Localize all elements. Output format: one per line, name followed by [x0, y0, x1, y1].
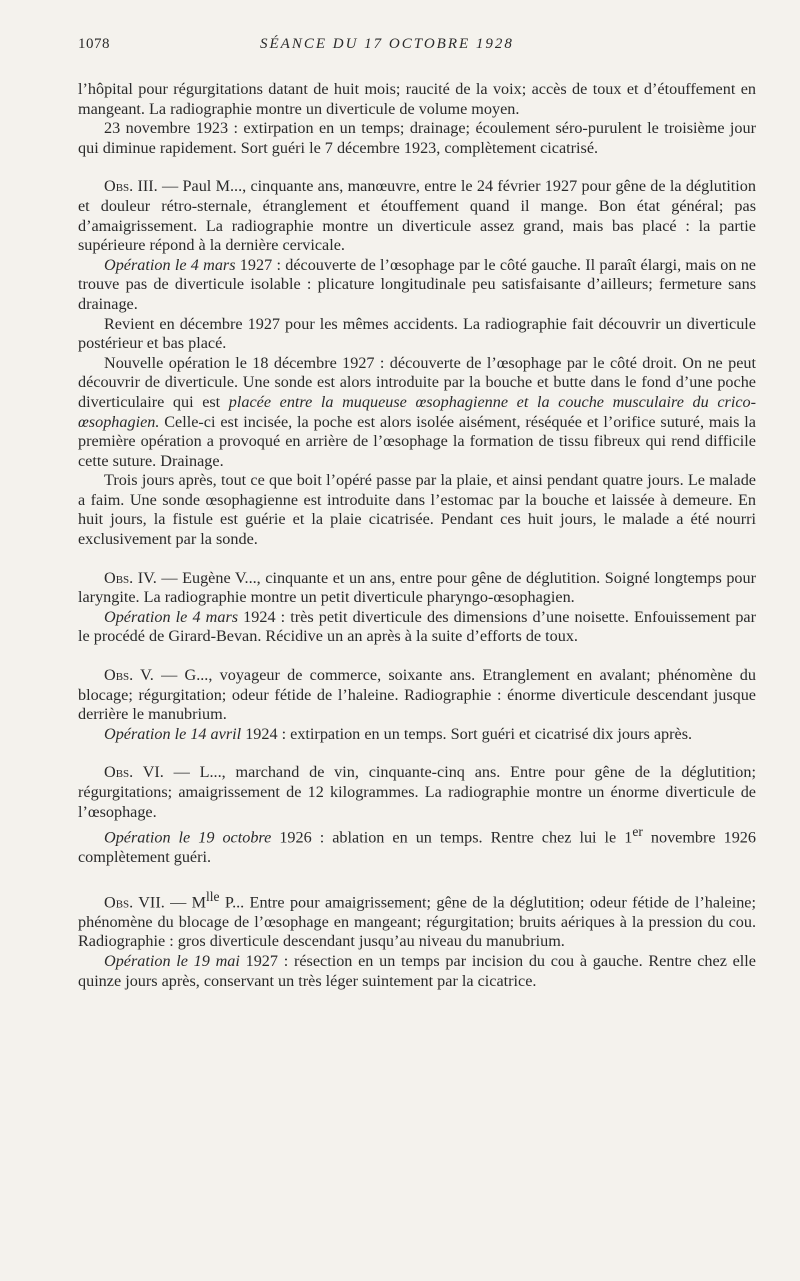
- observation-label: Obs. VII.: [104, 893, 165, 912]
- paragraph-text: 1927 : résection en un temps par incision du cou à gauche. Rentre chez elle quinze jours après, conservant un très léger suintement par la cicatrice.: [78, 951, 756, 990]
- page-number: 1078: [78, 36, 110, 52]
- operation-label: Opération le 14 avril: [104, 724, 242, 743]
- observation-text: — M: [164, 893, 207, 912]
- running-header: [78, 36, 756, 66]
- italic-text: placée entre la muqueuse œsophagienne et la couche musculaire du crico-œsophagien.: [78, 392, 756, 431]
- observation-3: [78, 177, 756, 255]
- observation-4: [78, 569, 756, 608]
- paragraph-text: Nouvelle opération le 18 décembre 1927 : découverte de l’œsophage par le côté droit. On ne peut découvrir de diverticule. Une sonde est alors introduite par la bouche et butte dans le fond d’une poche diverticulaire qui est: [78, 353, 756, 411]
- paragraph-text: 1926 : ablation en un temps. Rentre chez lui le 1: [271, 828, 633, 847]
- paragraph: [78, 608, 756, 647]
- paragraph: [78, 952, 756, 991]
- article-body: [78, 80, 756, 991]
- paragraph-text: 1927 : découverte de l’œsophage par le côté gauche. Il paraît élargi, mais on ne trouve pas de diverticule isolable : plicature longitudinale peu satisfaisante d’ailleurs; fermeture sans drainage.: [78, 255, 756, 313]
- running-title: SÉANCE DU 17 OCTOBRE 1928: [260, 36, 514, 52]
- paragraph-text: novembre 1926 complètement guéri.: [78, 828, 756, 867]
- paragraph-text: 1924 : très petit diverticule des dimensions d’une noisette. Enfouissement par le procédé de Girard-Bevan. Récidive un an après à la suite d’efforts de toux.: [78, 607, 757, 646]
- paragraph: [78, 822, 756, 868]
- paragraph: 23 novembre 1923 : extirpation en un temps; drainage; écoulement séro-purulent le troisième jour qui diminue rapidement. Sort guéri le 7 décembre 1923, complètement cicatrisé.: [78, 119, 756, 157]
- paragraph: [78, 725, 756, 745]
- paragraph: Revient en décembre 1927 pour les mêmes accidents. La radiographie fait découvrir un diverticule postérieur et bas placé.: [78, 314, 756, 353]
- observation-label: Obs. VI.: [104, 763, 164, 782]
- observation-7: [78, 887, 756, 952]
- paragraph-text: Celle-ci est incisée, la poche est alors isolée aisément, réséquée et l’orifice suturé, mais la première opération a provoqué en arrière de l’œsophage la formation de tissu fibreux qui rend difficile cette suture. Drainage.: [78, 412, 756, 470]
- observation-5: [78, 666, 756, 725]
- operation-label: Opération le 4 mars: [104, 607, 239, 626]
- observation-text: P... Entre pour amaigrissement; gêne de la déglutition; odeur fétide de l’haleine; phénomène du blocage de l’œsophage en mangeant; régurgitation; bruits aériques à la pression du cou. Radiographie : gros diverticule descendant jusqu’au niveau du manubrium.: [78, 893, 756, 951]
- paragraph: [78, 354, 756, 472]
- superscript: lle: [206, 888, 220, 904]
- observation-label: Obs. IV.: [104, 568, 157, 587]
- paragraph: [78, 256, 756, 315]
- observation-6: [78, 763, 756, 822]
- operation-label: Opération le 4 mars: [104, 255, 236, 274]
- observation-label: Obs. V.: [104, 666, 154, 685]
- paragraph-text: 1924 : extirpation en un temps. Sort guéri et cicatrisé dix jours après.: [241, 724, 693, 743]
- paragraph: Trois jours après, tout ce que boit l’opéré passe par la plaie, et ainsi pendant quatre jours. Le malade a faim. Une sonde œsophagienne est introduite dans l’estomac par la bouche et laissée à demeure. En huit jours, la fistule est guérie et la plaie cicatrisée. Pendant ces huit jours, le malade a été nourri exclusivement par la sonde.: [78, 471, 756, 549]
- observation-label: Obs. III.: [104, 177, 158, 196]
- paragraph: l’hôpital pour régurgitations datant de huit mois; raucité de la voix; accès de toux et d’étouffement en mangeant. La radiographie montre un diverticule de volume moyen.: [78, 80, 756, 118]
- operation-label: Opération le 19 octobre: [104, 828, 272, 847]
- superscript: er: [632, 824, 643, 840]
- observation-text: — G..., voyageur de commerce, soixante ans. Etranglement en avalant; phénomène du blocage; régurgitation; odeur fétide de l’haleine. Radiographie : énorme diverticule descendant jusque derrière le manubrium.: [78, 666, 756, 724]
- observation-text: — Paul M..., cinquante ans, manœuvre, entre le 24 février 1927 pour gêne de la déglutition et douleur rétro-sternale, étranglement et étouffement quand il mange. Bon état général; pas d’amaigrissement. La radiographie montre un diverticule assez grand, mais bas placé : la partie supérieure répond à la dernière cervicale.: [78, 177, 756, 255]
- observation-text: — Eugène V..., cinquante et un ans, entre pour gêne de déglutition. Soigné longtemps pour laryngite. La radiographie montre un petit diverticule pharyngo-œsophagien.: [78, 568, 756, 607]
- operation-label: Opération le 19 mai: [104, 951, 240, 970]
- observation-text: — L..., marchand de vin, cinquante-cinq ans. Entre pour gêne de la déglutition; régurgitations; amaigrissement de 12 kilogrammes. La radiographie montre un énorme diverticule de l’œsophage.: [78, 763, 756, 821]
